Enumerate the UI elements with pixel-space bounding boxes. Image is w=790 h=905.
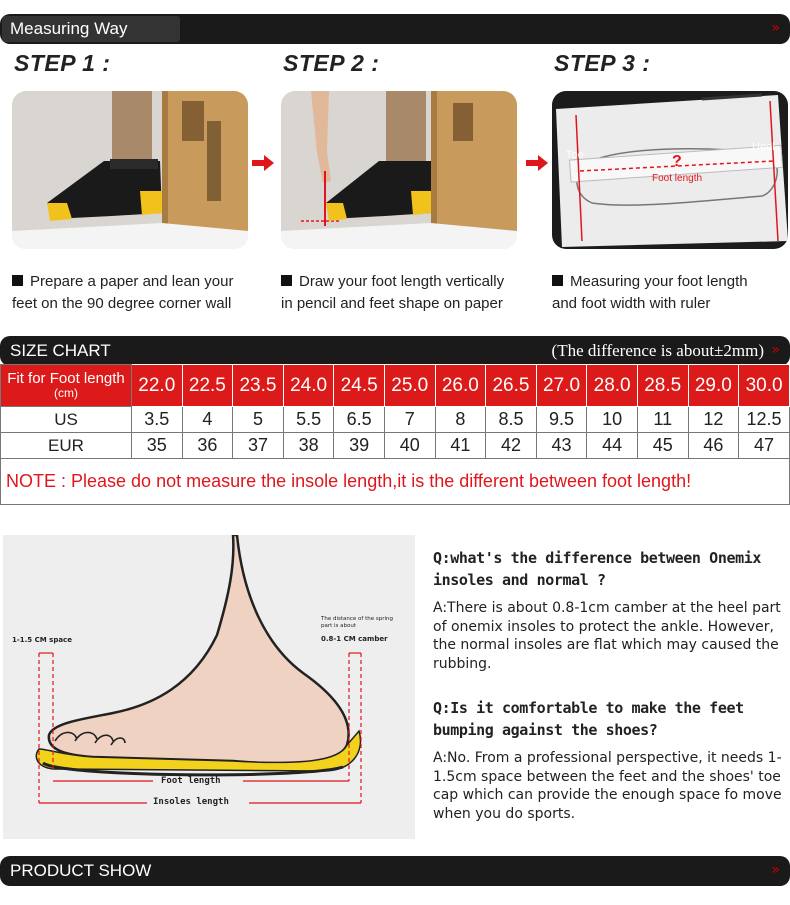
length-cell: 30.0 <box>739 365 790 407</box>
size-cell: 5 <box>233 407 284 433</box>
size-cell: 42 <box>486 433 537 459</box>
step-3 <box>552 50 790 312</box>
measurement-note: NOTE : Please do not measure the insole length,it is the different between foot length! <box>1 459 790 505</box>
insoles-length-dimension: Insoles length <box>153 797 229 807</box>
size-cell: 8 <box>435 407 486 433</box>
us-label: US <box>1 407 132 433</box>
length-cell: 26.5 <box>486 365 537 407</box>
length-cell: 28.0 <box>587 365 638 407</box>
size-cell: 7 <box>384 407 435 433</box>
step-1-description: Prepare a paper and lean your feet on the 90 degree corner wall <box>12 273 234 312</box>
length-cell: 24.5 <box>334 365 385 407</box>
size-cell: 12 <box>688 407 739 433</box>
size-chart-table <box>0 364 790 505</box>
foot-length-label: Foot length <box>652 173 703 184</box>
insole-diagram <box>3 535 415 839</box>
size-cell: 47 <box>739 433 790 459</box>
measuring-way-title: Measuring Way <box>10 19 128 38</box>
size-cell: 37 <box>233 433 284 459</box>
size-cell: 40 <box>384 433 435 459</box>
length-cell: 28.5 <box>637 365 688 407</box>
size-cell: 46 <box>688 433 739 459</box>
step-1-photo <box>12 91 248 249</box>
size-cell: 35 <box>132 433 183 459</box>
length-cell: 22.5 <box>182 365 233 407</box>
size-cell: 9.5 <box>536 407 587 433</box>
measuring-way-header <box>0 14 790 44</box>
space-label: 1-1.5 CM space <box>12 636 72 644</box>
step-1-title: STEP 1 : <box>14 50 111 76</box>
bullet-square-icon <box>552 275 563 286</box>
size-cell: 8.5 <box>486 407 537 433</box>
step-3-description: Measuring your foot length and foot width with ruler <box>552 273 748 312</box>
double-chevron-icon: » <box>771 342 780 358</box>
answer: A:No. From a professional perspective, it needs 1-1.5cm space between the feet and the shoes' toe cap which can provide the enough space fo move when you do sports. <box>433 750 782 822</box>
bullet-square-icon <box>12 275 23 286</box>
product-show-header <box>0 856 790 886</box>
heel-label: Heel <box>752 141 775 153</box>
product-show-title: PRODUCT SHOW <box>10 861 152 880</box>
question-mark: ? <box>672 153 682 170</box>
size-cell: 45 <box>637 433 688 459</box>
right-arrow-icon <box>526 155 548 176</box>
size-cell: 39 <box>334 433 385 459</box>
size-chart-header <box>0 336 790 366</box>
right-arrow-icon <box>252 155 274 176</box>
foot-length-row <box>1 365 790 407</box>
length-cell: 25.0 <box>384 365 435 407</box>
spring-note-line-1: The distance of the spring <box>321 616 393 622</box>
double-chevron-icon: » <box>771 20 780 36</box>
qa-item <box>433 697 783 823</box>
question: Q:Is it comfortable to make the feet bumping against the shoes? <box>433 699 744 739</box>
size-cell: 11 <box>637 407 688 433</box>
step-2 <box>281 50 521 312</box>
question: Q:what's the difference between Onemix insoles and normal ? <box>433 549 761 589</box>
step-2-photo <box>281 91 517 249</box>
eur-size-row <box>1 433 790 459</box>
size-cell: 3.5 <box>132 407 183 433</box>
size-difference-note: (The difference is about±2mm) <box>551 341 764 360</box>
length-cell: 23.5 <box>233 365 284 407</box>
length-cell: 22.0 <box>132 365 183 407</box>
size-cell: 10 <box>587 407 638 433</box>
note-row <box>1 459 790 505</box>
step-3-photo <box>552 91 788 249</box>
step-1 <box>12 50 252 312</box>
qa-item <box>433 547 783 673</box>
size-cell: 36 <box>182 433 233 459</box>
double-chevron-icon: » <box>771 862 780 878</box>
size-cell: 44 <box>587 433 638 459</box>
toe-label: Toe <box>566 149 584 161</box>
size-cell: 41 <box>435 433 486 459</box>
size-cell: 43 <box>536 433 587 459</box>
us-size-row <box>1 407 790 433</box>
spring-note-line-2: part is about <box>321 623 357 629</box>
step-3-title: STEP 3 : <box>554 50 651 76</box>
eur-label: EUR <box>1 433 132 459</box>
length-cell: 27.0 <box>536 365 587 407</box>
camber-label: 0.8-1 CM camber <box>321 635 388 643</box>
foot-length-dimension: Foot length <box>161 776 221 786</box>
size-cell: 12.5 <box>739 407 790 433</box>
step-2-description: Draw your foot length vertically in pencil and feet shape on paper <box>281 273 505 312</box>
length-cell: 24.0 <box>283 365 334 407</box>
size-cell: 38 <box>283 433 334 459</box>
length-cell: 26.0 <box>435 365 486 407</box>
size-cell: 4 <box>182 407 233 433</box>
length-cell: 29.0 <box>688 365 739 407</box>
size-cell: 6.5 <box>334 407 385 433</box>
size-cell: 5.5 <box>283 407 334 433</box>
bullet-square-icon <box>281 275 292 286</box>
size-chart-title: SIZE CHART <box>10 341 111 360</box>
foot-length-header: Fit for Foot length (cm) <box>1 365 132 407</box>
answer: A:There is about 0.8-1cm camber at the heel part of onemix insoles to protect the ankle. However, the normal insoles are flat which may caused the rubbing. <box>433 600 781 672</box>
step-2-title: STEP 2 : <box>283 50 380 76</box>
